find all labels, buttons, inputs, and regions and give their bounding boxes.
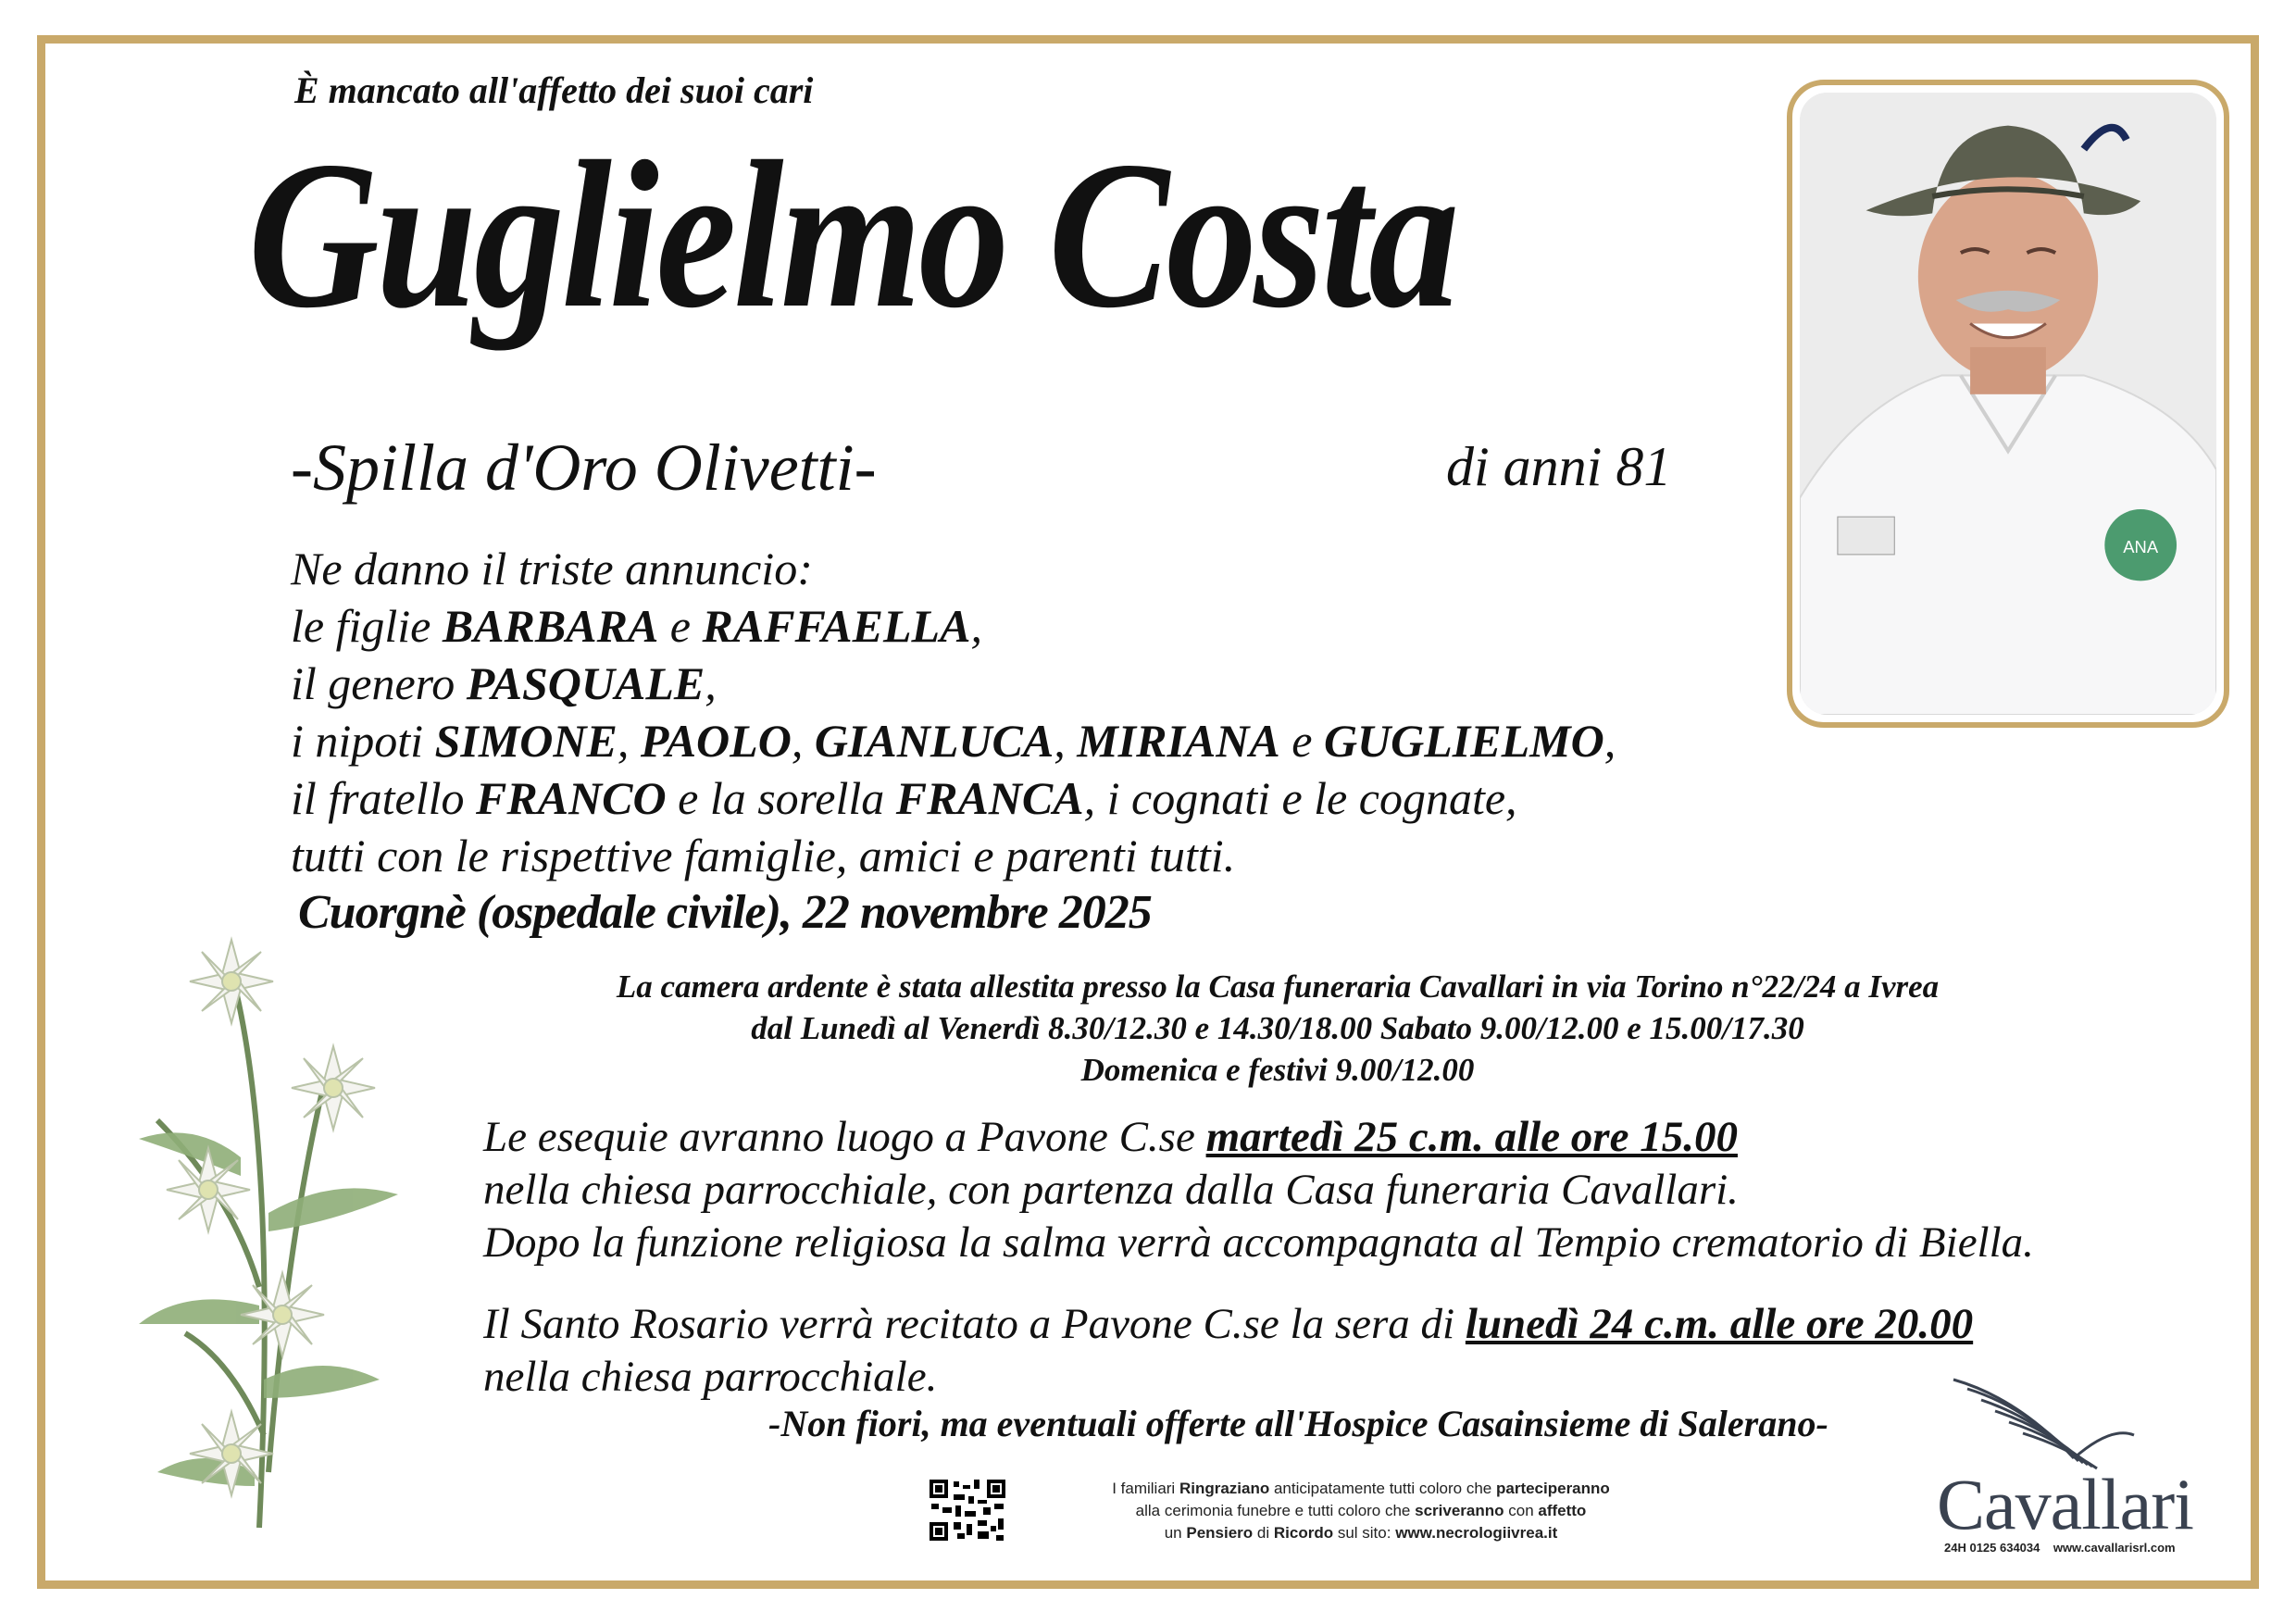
funeral-line-3: Dopo la funzione religiosa la salma verrà accompagnata al Tempio crematorio di Biella.	[483, 1218, 2034, 1267]
funeral-info	[483, 1111, 2034, 1269]
grandchild-4: MIRIANA	[1077, 715, 1280, 767]
announcement-line-daughters	[291, 597, 1616, 655]
age-text: di anni 81	[1446, 436, 1672, 497]
announcement-line-1: Ne danno il triste annuncio:	[291, 543, 813, 594]
funeral-prefix: Le esequie avranno luogo a Pavone C.se	[483, 1113, 1206, 1161]
logo-name: Cavallari	[1937, 1464, 2193, 1544]
viewing-line-3: Domenica e festivi 9.00/12.00	[1080, 1052, 1475, 1088]
viewing-line-1: La camera ardente è stata allestita presso la Casa funeraria Cavallari in via Torino n°22/24 a Ivrea	[616, 968, 1940, 1005]
brother: FRANCO	[476, 772, 667, 824]
thanks-line-1	[1028, 1478, 1694, 1500]
thanks-bold: Ricordo	[1273, 1524, 1334, 1542]
intro-text: È mancato all'affetto dei suoi cari	[294, 69, 814, 111]
announcement-line-grandchildren	[291, 712, 1616, 769]
thanks-bold: parteciperanno	[1495, 1480, 1610, 1497]
viewing-info	[481, 966, 2074, 1091]
rosary-line-1	[483, 1298, 1973, 1351]
daughters-prefix: le figlie	[291, 600, 443, 652]
daughter-1: BARBARA	[442, 600, 659, 652]
honor-title: -Spilla d'Oro Olivetti-	[291, 431, 877, 505]
sep-3: ,	[1054, 715, 1078, 767]
son-in-law-prefix: il genero	[291, 657, 467, 709]
logo-website[interactable]: www.cavallarisrl.com	[2053, 1541, 2176, 1555]
thanks-text: sul sito:	[1333, 1524, 1396, 1542]
thanks-text: un	[1164, 1524, 1187, 1542]
announcement-line-siblings	[291, 769, 1616, 827]
announcement-line-son-in-law	[291, 655, 1616, 712]
announcement-last-line: tutti con le rispettive famiglie, amici e parenti tutti.	[291, 830, 1236, 881]
thanks-bold: Ringraziano	[1179, 1480, 1270, 1497]
grandchild-5: GUGLIELMO	[1323, 715, 1604, 767]
and-1: e	[658, 600, 703, 652]
and-2: e	[1279, 715, 1324, 767]
logo-contact	[1944, 1541, 2176, 1555]
daughter-2: RAFFAELLA	[702, 600, 971, 652]
announcement-block	[291, 540, 1616, 884]
thanks-bold: Pensiero	[1186, 1524, 1254, 1542]
logo-phone: 24H 0125 634034	[1944, 1541, 2040, 1555]
son-in-law: PASQUALE	[466, 657, 705, 709]
deceased-name: Guglielmo Costa	[248, 119, 1456, 352]
rosary-prefix: Il Santo Rosario verrà recitato a Pavone C.se la sera di	[483, 1300, 1466, 1348]
thanks-text: con	[1504, 1502, 1539, 1519]
photo-frame	[1787, 80, 2229, 728]
thanks-text: alla cerimonia funebre e tutti coloro che	[1135, 1502, 1416, 1519]
thanks-line-3	[1028, 1522, 1694, 1544]
comma-2: ,	[705, 657, 717, 709]
thanks-text: di	[1253, 1524, 1274, 1542]
thanks-text: anticipatamente tutti coloro che	[1269, 1480, 1496, 1497]
edelweiss-flowers-icon	[102, 917, 472, 1555]
siblings-suffix: , i cognati e le cognate,	[1083, 772, 1517, 824]
funeral-date: martedì 25 c.m. alle ore 15.00	[1205, 1113, 1738, 1161]
sep-2: ,	[791, 715, 815, 767]
qr-code-icon[interactable]	[928, 1478, 1007, 1543]
brother-prefix: il fratello	[291, 772, 476, 824]
rosary-date: lunedì 24 c.m. alle ore 20.00	[1465, 1300, 1974, 1348]
funeral-line-2: nella chiesa parrocchiale, con partenza dalla Casa funeraria Cavallari.	[483, 1166, 1739, 1214]
portrait-photo-icon	[1800, 93, 2216, 715]
place-date: Cuorgnè (ospedale civile), 22 novembre 2025	[298, 886, 1152, 939]
thanks-message	[1028, 1478, 1694, 1544]
sister: FRANCA	[895, 772, 1084, 824]
thanks-bold: affetto	[1538, 1502, 1587, 1519]
grandchildren-prefix: i nipoti	[291, 715, 435, 767]
comma-1: ,	[970, 600, 982, 652]
thanks-bold: scriveranno	[1415, 1502, 1504, 1519]
sep-1: ,	[617, 715, 641, 767]
comma-3: ,	[1603, 715, 1616, 767]
no-flowers-note: -Non fiori, ma eventuali offerte all'Hospice Casainsieme di Salerano-	[768, 1403, 1828, 1444]
thanks-line-2	[1028, 1500, 1694, 1522]
grandchild-2: PAOLO	[640, 715, 792, 767]
website-link[interactable]: www.necrologiivrea.it	[1395, 1524, 1558, 1542]
rosary-info	[483, 1298, 1973, 1404]
rosary-line-2: nella chiesa parrocchiale.	[483, 1353, 938, 1401]
grandchild-1: SIMONE	[434, 715, 618, 767]
viewing-line-2: dal Lunedì al Venerdì 8.30/12.30 e 14.30/18.00 Sabato 9.00/12.00 e 15.00/17.30	[751, 1010, 1804, 1046]
thanks-text: I familiari	[1112, 1480, 1179, 1497]
grandchild-3: GIANLUCA	[814, 715, 1054, 767]
sister-prefix: e la sorella	[666, 772, 896, 824]
svg-text:ANA: ANA	[2123, 536, 2159, 556]
funeral-line-1	[483, 1111, 2034, 1164]
